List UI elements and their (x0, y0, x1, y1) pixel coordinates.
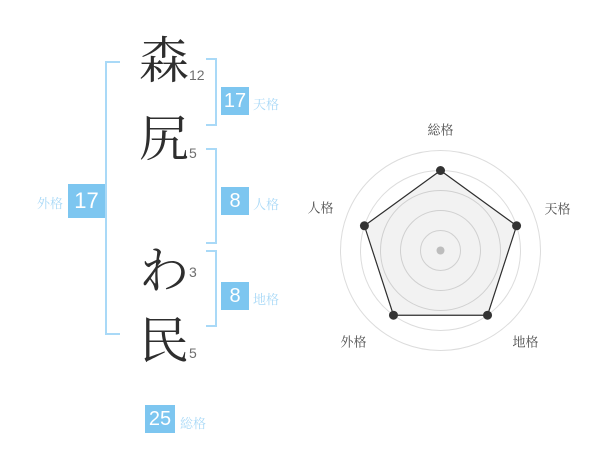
jinkaku-value-badge: 8 (221, 187, 249, 215)
stroke-count-4: 5 (189, 345, 197, 361)
radar-vertex-dot (512, 221, 521, 230)
gaikaku-label: 外格 (37, 196, 64, 211)
jinkaku-bracket (206, 148, 217, 244)
radar-axis-label: 地格 (512, 334, 539, 350)
jinkaku-label: 人格 (253, 197, 280, 212)
soukaku-value-badge: 25 (145, 405, 175, 433)
stroke-count-3: 3 (189, 264, 197, 280)
chikaku-label: 地格 (253, 292, 280, 307)
chikaku-value-badge: 8 (221, 282, 249, 310)
chikaku-bracket (206, 250, 217, 327)
tenkaku-label: 天格 (253, 97, 280, 112)
name-char-4: 民 (139, 313, 189, 369)
radar-vertex-dot (483, 311, 492, 320)
radar-axis-label: 外格 (340, 334, 367, 350)
name-char-2: 尻 (139, 111, 189, 167)
name-char-1: 森 (139, 33, 189, 89)
gaikaku-value-badge: 17 (68, 184, 105, 218)
radar-vertex-dot (436, 166, 445, 175)
radar-vertex-dot (360, 221, 369, 230)
gaikaku-bracket (105, 61, 120, 335)
radar-polygon (364, 171, 516, 316)
tenkaku-value-badge: 17 (221, 87, 249, 115)
stroke-count-1: 12 (189, 67, 205, 83)
radar-axis-label: 総格 (427, 122, 454, 138)
radar-axis-label: 人格 (307, 200, 334, 216)
radar-center-dot (437, 247, 445, 255)
radar-axis-label: 天格 (544, 201, 571, 217)
soukaku-label: 総格 (180, 416, 207, 431)
radar-vertex-dot (389, 311, 398, 320)
name-char-3: わ (139, 243, 189, 299)
stroke-count-2: 5 (189, 145, 197, 161)
tenkaku-bracket (206, 58, 217, 126)
radar-chart (300, 115, 590, 365)
